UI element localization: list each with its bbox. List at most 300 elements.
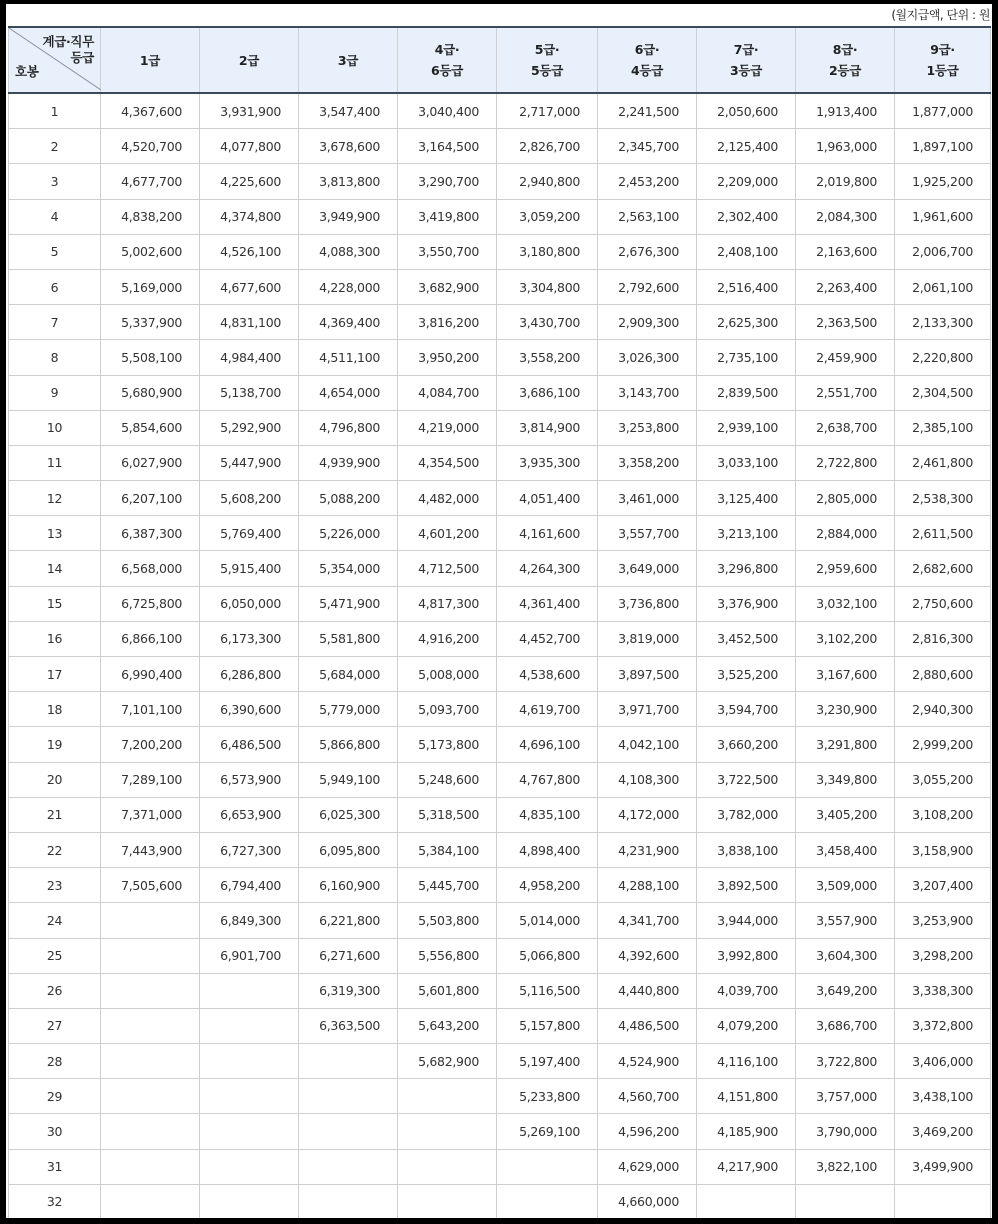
- salary-cell: 3,349,800: [796, 762, 895, 797]
- salary-cell: 3,509,000: [796, 868, 895, 903]
- salary-cell: 5,088,200: [299, 481, 398, 516]
- table-row: [9, 903, 991, 938]
- salary-cell: 3,678,600: [299, 129, 398, 164]
- column-header: [299, 27, 398, 93]
- step-number-cell: 16: [9, 621, 101, 656]
- salary-cell: 4,660,000: [598, 1184, 697, 1218]
- salary-cell: 3,164,500: [398, 129, 497, 164]
- column-header-line: 6등급: [431, 63, 463, 78]
- salary-cell: 4,084,700: [398, 375, 497, 410]
- salary-cell: 3,430,700: [497, 305, 598, 340]
- salary-cell: 4,629,000: [598, 1149, 697, 1184]
- salary-cell: 5,949,100: [299, 762, 398, 797]
- salary-cell: 6,173,300: [200, 621, 299, 656]
- salary-cell: 2,563,100: [598, 199, 697, 234]
- salary-cell: 6,573,900: [200, 762, 299, 797]
- step-number-cell: 14: [9, 551, 101, 586]
- salary-cell: 3,458,400: [796, 832, 895, 867]
- salary-cell: 3,782,000: [697, 797, 796, 832]
- salary-cell: 4,939,900: [299, 445, 398, 480]
- salary-cell: 5,384,100: [398, 832, 497, 867]
- salary-cell: [200, 1184, 299, 1218]
- column-header: [796, 27, 895, 93]
- salary-cell: 3,452,500: [697, 621, 796, 656]
- salary-cell: 3,298,200: [895, 938, 991, 973]
- salary-cell: 2,516,400: [697, 269, 796, 304]
- salary-cell: 4,217,900: [697, 1149, 796, 1184]
- salary-cell: 2,999,200: [895, 727, 991, 762]
- table-row: [9, 1079, 991, 1114]
- salary-cell: 3,722,800: [796, 1044, 895, 1079]
- salary-cell: 6,866,100: [101, 621, 200, 656]
- salary-cell: 2,625,300: [697, 305, 796, 340]
- salary-cell: 5,008,000: [398, 657, 497, 692]
- step-number-cell: 15: [9, 586, 101, 621]
- salary-cell: 6,221,800: [299, 903, 398, 938]
- salary-cell: 4,051,400: [497, 481, 598, 516]
- salary-cell: 3,813,800: [299, 164, 398, 199]
- salary-cell: 2,884,000: [796, 516, 895, 551]
- salary-cell: 4,039,700: [697, 973, 796, 1008]
- corner-header: [9, 27, 101, 93]
- step-number-cell: 32: [9, 1184, 101, 1218]
- salary-cell: 4,835,100: [497, 797, 598, 832]
- salary-cell: 3,757,000: [796, 1079, 895, 1114]
- salary-cell: 2,717,000: [497, 93, 598, 129]
- salary-cell: 2,385,100: [895, 410, 991, 445]
- salary-cell: 4,524,900: [598, 1044, 697, 1079]
- salary-cell: 2,363,500: [796, 305, 895, 340]
- salary-cell: 4,341,700: [598, 903, 697, 938]
- salary-cell: 5,447,900: [200, 445, 299, 480]
- salary-cell: 2,163,600: [796, 234, 895, 269]
- salary-cell: 6,901,700: [200, 938, 299, 973]
- salary-cell: 3,838,100: [697, 832, 796, 867]
- salary-cell: 4,367,600: [101, 93, 200, 129]
- salary-cell: 3,461,000: [598, 481, 697, 516]
- salary-cell: 6,286,800: [200, 657, 299, 692]
- salary-cell: 4,151,800: [697, 1079, 796, 1114]
- salary-cell: 2,263,400: [796, 269, 895, 304]
- salary-cell: [299, 1079, 398, 1114]
- table-row: [9, 234, 991, 269]
- salary-cell: [101, 1008, 200, 1043]
- salary-cell: 3,040,400: [398, 93, 497, 129]
- salary-cell: [398, 1079, 497, 1114]
- step-number-cell: 6: [9, 269, 101, 304]
- salary-cell: 7,505,600: [101, 868, 200, 903]
- step-number-cell: 8: [9, 340, 101, 375]
- salary-cell: [101, 1149, 200, 1184]
- table-row: [9, 1149, 991, 1184]
- column-header-line: 3급: [337, 52, 359, 68]
- table-row: [9, 1008, 991, 1043]
- salary-cell: 3,158,900: [895, 832, 991, 867]
- salary-cell: 3,059,200: [497, 199, 598, 234]
- salary-cell: 3,108,200: [895, 797, 991, 832]
- salary-cell: 3,660,200: [697, 727, 796, 762]
- salary-cell: 6,025,300: [299, 797, 398, 832]
- salary-cell: 3,213,100: [697, 516, 796, 551]
- salary-cell: 2,125,400: [697, 129, 796, 164]
- corner-top-label: [42, 34, 94, 66]
- salary-cell: 4,831,100: [200, 305, 299, 340]
- salary-cell: 2,750,600: [895, 586, 991, 621]
- table-row: [9, 1044, 991, 1079]
- table-row: [9, 797, 991, 832]
- salary-cell: 5,337,900: [101, 305, 200, 340]
- salary-cell: 4,958,200: [497, 868, 598, 903]
- salary-cell: 4,228,000: [299, 269, 398, 304]
- salary-cell: 5,866,800: [299, 727, 398, 762]
- salary-cell: 5,354,000: [299, 551, 398, 586]
- salary-cell: 2,939,100: [697, 410, 796, 445]
- salary-cell: 6,653,900: [200, 797, 299, 832]
- salary-cell: 4,361,400: [497, 586, 598, 621]
- salary-cell: 4,392,600: [598, 938, 697, 973]
- salary-cell: 6,794,400: [200, 868, 299, 903]
- salary-cell: 4,079,200: [697, 1008, 796, 1043]
- table-row: [9, 340, 991, 375]
- corner-bottom-label: 호봉: [15, 64, 39, 79]
- salary-cell: 3,372,800: [895, 1008, 991, 1043]
- salary-cell: 4,767,800: [497, 762, 598, 797]
- salary-cell: 4,677,600: [200, 269, 299, 304]
- salary-cell: 5,503,800: [398, 903, 497, 938]
- salary-cell: 5,169,000: [101, 269, 200, 304]
- step-number-cell: 28: [9, 1044, 101, 1079]
- step-number-cell: 18: [9, 692, 101, 727]
- salary-cell: 5,915,400: [200, 551, 299, 586]
- salary-cell: 3,290,700: [398, 164, 497, 199]
- salary-cell: 4,712,500: [398, 551, 497, 586]
- salary-cell: 5,093,700: [398, 692, 497, 727]
- salary-cell: 4,172,000: [598, 797, 697, 832]
- salary-cell: 6,390,600: [200, 692, 299, 727]
- step-number-cell: 26: [9, 973, 101, 1008]
- step-number-cell: 19: [9, 727, 101, 762]
- salary-cell: 2,061,100: [895, 269, 991, 304]
- salary-cell: 3,649,200: [796, 973, 895, 1008]
- salary-cell: 4,677,700: [101, 164, 200, 199]
- salary-cell: 6,160,900: [299, 868, 398, 903]
- table-row: [9, 832, 991, 867]
- salary-cell: 4,225,600: [200, 164, 299, 199]
- salary-cell: 4,538,600: [497, 657, 598, 692]
- salary-cell: [697, 1184, 796, 1218]
- salary-cell: 3,167,600: [796, 657, 895, 692]
- table-row: [9, 375, 991, 410]
- step-number-cell: 7: [9, 305, 101, 340]
- salary-cell: 7,443,900: [101, 832, 200, 867]
- salary-table: [8, 26, 991, 1218]
- salary-cell: 3,814,900: [497, 410, 598, 445]
- salary-cell: 3,125,400: [697, 481, 796, 516]
- salary-cell: 3,594,700: [697, 692, 796, 727]
- salary-cell: 3,026,300: [598, 340, 697, 375]
- salary-cell: 5,318,500: [398, 797, 497, 832]
- salary-cell: 6,387,300: [101, 516, 200, 551]
- salary-cell: 4,560,700: [598, 1079, 697, 1114]
- salary-cell: 4,231,900: [598, 832, 697, 867]
- salary-cell: 3,557,700: [598, 516, 697, 551]
- salary-cell: 3,686,100: [497, 375, 598, 410]
- step-number-cell: 17: [9, 657, 101, 692]
- salary-cell: 2,909,300: [598, 305, 697, 340]
- step-number-cell: 24: [9, 903, 101, 938]
- salary-cell: 4,898,400: [497, 832, 598, 867]
- column-header-line: 7급·: [733, 42, 759, 57]
- salary-cell: [200, 1149, 299, 1184]
- salary-cell: [101, 1184, 200, 1218]
- salary-cell: 5,608,200: [200, 481, 299, 516]
- salary-cell: 5,508,100: [101, 340, 200, 375]
- salary-cell: 4,696,100: [497, 727, 598, 762]
- salary-cell: 2,816,300: [895, 621, 991, 656]
- step-number-cell: 25: [9, 938, 101, 973]
- salary-cell: 2,839,500: [697, 375, 796, 410]
- salary-cell: 3,649,000: [598, 551, 697, 586]
- salary-cell: 3,291,800: [796, 727, 895, 762]
- step-number-cell: 31: [9, 1149, 101, 1184]
- corner-top-line2: 등급: [70, 50, 94, 65]
- salary-cell: 1,877,000: [895, 93, 991, 129]
- salary-cell: 2,735,100: [697, 340, 796, 375]
- salary-cell: 3,547,400: [299, 93, 398, 129]
- salary-cell: 4,077,800: [200, 129, 299, 164]
- salary-cell: 5,138,700: [200, 375, 299, 410]
- column-header-line: 2급: [238, 52, 260, 68]
- salary-cell: 6,319,300: [299, 973, 398, 1008]
- table-row: [9, 93, 991, 129]
- salary-cell: 2,006,700: [895, 234, 991, 269]
- salary-cell: 3,557,900: [796, 903, 895, 938]
- salary-cell: 4,486,500: [598, 1008, 697, 1043]
- salary-cell: 4,116,100: [697, 1044, 796, 1079]
- salary-cell: 7,101,100: [101, 692, 200, 727]
- salary-cell: 6,207,100: [101, 481, 200, 516]
- column-header-line: 4등급: [631, 63, 663, 78]
- salary-cell: [101, 973, 200, 1008]
- salary-cell: 3,304,800: [497, 269, 598, 304]
- column-header-line: 5등급: [531, 63, 563, 78]
- table-row: [9, 657, 991, 692]
- salary-cell: 5,769,400: [200, 516, 299, 551]
- salary-cell: 1,963,000: [796, 129, 895, 164]
- column-header-line: 2등급: [829, 63, 861, 78]
- table-row: [9, 692, 991, 727]
- column-header: [101, 27, 200, 93]
- salary-cell: 4,108,300: [598, 762, 697, 797]
- salary-cell: 2,611,500: [895, 516, 991, 551]
- salary-cell: 2,461,800: [895, 445, 991, 480]
- salary-cell: 3,686,700: [796, 1008, 895, 1043]
- salary-cell: 4,482,000: [398, 481, 497, 516]
- column-header-line: 6급·: [634, 42, 660, 57]
- salary-cell: 4,619,700: [497, 692, 598, 727]
- salary-cell: 2,209,000: [697, 164, 796, 199]
- column-header: [598, 27, 697, 93]
- step-number-cell: 5: [9, 234, 101, 269]
- table-row: [9, 621, 991, 656]
- salary-cell: 3,944,000: [697, 903, 796, 938]
- salary-cell: [299, 1184, 398, 1218]
- salary-cell: [101, 903, 200, 938]
- salary-cell: 2,792,600: [598, 269, 697, 304]
- salary-cell: 2,538,300: [895, 481, 991, 516]
- salary-cell: 3,253,900: [895, 903, 991, 938]
- salary-cell: 3,180,800: [497, 234, 598, 269]
- salary-cell: 5,226,000: [299, 516, 398, 551]
- salary-cell: 6,849,300: [200, 903, 299, 938]
- salary-cell: 3,892,500: [697, 868, 796, 903]
- step-number-cell: 4: [9, 199, 101, 234]
- table-row: [9, 938, 991, 973]
- salary-cell: 3,816,200: [398, 305, 497, 340]
- table-row: [9, 868, 991, 903]
- salary-cell: 4,219,000: [398, 410, 497, 445]
- salary-cell: [101, 1114, 200, 1149]
- salary-cell: 3,499,900: [895, 1149, 991, 1184]
- column-header-line: 9급·: [930, 42, 955, 57]
- salary-cell: 1,897,100: [895, 129, 991, 164]
- salary-cell: 3,790,000: [796, 1114, 895, 1149]
- salary-cell: [299, 1044, 398, 1079]
- salary-cell: 3,376,900: [697, 586, 796, 621]
- salary-cell: 2,133,300: [895, 305, 991, 340]
- salary-cell: 4,374,800: [200, 199, 299, 234]
- salary-cell: 2,453,200: [598, 164, 697, 199]
- salary-cell: 3,949,900: [299, 199, 398, 234]
- table-row: [9, 516, 991, 551]
- salary-cell: 3,822,100: [796, 1149, 895, 1184]
- salary-cell: 2,241,500: [598, 93, 697, 129]
- salary-cell: 5,643,200: [398, 1008, 497, 1043]
- salary-cell: 4,452,700: [497, 621, 598, 656]
- salary-cell: 2,826,700: [497, 129, 598, 164]
- salary-cell: 4,526,100: [200, 234, 299, 269]
- step-number-cell: 1: [9, 93, 101, 129]
- salary-cell: [299, 1149, 398, 1184]
- salary-cell: 3,819,000: [598, 621, 697, 656]
- step-number-cell: 20: [9, 762, 101, 797]
- table-row: [9, 199, 991, 234]
- salary-cell: 3,722,500: [697, 762, 796, 797]
- salary-cell: 4,601,200: [398, 516, 497, 551]
- table-row: [9, 445, 991, 480]
- salary-cell: 3,550,700: [398, 234, 497, 269]
- salary-cell: 3,405,200: [796, 797, 895, 832]
- salary-cell: [398, 1149, 497, 1184]
- salary-cell: 2,302,400: [697, 199, 796, 234]
- salary-cell: 3,469,200: [895, 1114, 991, 1149]
- step-number-cell: 10: [9, 410, 101, 445]
- salary-cell: 2,084,300: [796, 199, 895, 234]
- salary-cell: [200, 973, 299, 1008]
- table-row: [9, 305, 991, 340]
- salary-cell: 2,638,700: [796, 410, 895, 445]
- step-number-cell: 29: [9, 1079, 101, 1114]
- salary-cell: 6,486,500: [200, 727, 299, 762]
- table-row: [9, 762, 991, 797]
- salary-cell: 5,581,800: [299, 621, 398, 656]
- column-header-line: 4급·: [434, 42, 460, 57]
- salary-cell: 2,940,800: [497, 164, 598, 199]
- salary-cell: [101, 1079, 200, 1114]
- salary-cell: 3,935,300: [497, 445, 598, 480]
- salary-cell: [200, 1079, 299, 1114]
- table-row: [9, 1184, 991, 1218]
- column-header: [200, 27, 299, 93]
- salary-cell: 4,088,300: [299, 234, 398, 269]
- salary-cell: [497, 1149, 598, 1184]
- salary-cell: 6,363,500: [299, 1008, 398, 1043]
- salary-cell: 2,940,300: [895, 692, 991, 727]
- step-number-cell: 13: [9, 516, 101, 551]
- table-row: [9, 551, 991, 586]
- salary-cell: 5,014,000: [497, 903, 598, 938]
- salary-cell: 3,525,200: [697, 657, 796, 692]
- salary-cell: 3,296,800: [697, 551, 796, 586]
- salary-cell: 6,568,000: [101, 551, 200, 586]
- column-header: [895, 27, 991, 93]
- salary-cell: 5,292,900: [200, 410, 299, 445]
- salary-cell: 5,248,600: [398, 762, 497, 797]
- salary-cell: 5,779,000: [299, 692, 398, 727]
- salary-cell: 7,289,100: [101, 762, 200, 797]
- salary-cell: 3,143,700: [598, 375, 697, 410]
- salary-cell: 4,042,100: [598, 727, 697, 762]
- salary-cell: 3,682,900: [398, 269, 497, 304]
- salary-cell: 7,371,000: [101, 797, 200, 832]
- salary-cell: 5,601,800: [398, 973, 497, 1008]
- salary-cell: 2,345,700: [598, 129, 697, 164]
- salary-cell: 2,408,100: [697, 234, 796, 269]
- salary-cell: 3,931,900: [200, 93, 299, 129]
- salary-cell: 4,817,300: [398, 586, 497, 621]
- column-header-line: 3등급: [730, 63, 762, 78]
- salary-cell: 2,050,600: [697, 93, 796, 129]
- column-header-line: 1급: [139, 52, 161, 68]
- salary-cell: [398, 1184, 497, 1218]
- table-row: [9, 727, 991, 762]
- salary-cell: [796, 1184, 895, 1218]
- column-header-line: 1등급: [926, 63, 959, 78]
- salary-cell: 4,520,700: [101, 129, 200, 164]
- salary-cell: 5,197,400: [497, 1044, 598, 1079]
- salary-cell: 3,406,000: [895, 1044, 991, 1079]
- salary-cell: [895, 1184, 991, 1218]
- salary-cell: 4,185,900: [697, 1114, 796, 1149]
- salary-cell: 5,854,600: [101, 410, 200, 445]
- column-header-line: 5급·: [534, 42, 560, 57]
- salary-cell: [200, 1008, 299, 1043]
- table-row: [9, 973, 991, 1008]
- salary-cell: [398, 1114, 497, 1149]
- salary-cell: 4,440,800: [598, 973, 697, 1008]
- salary-cell: 2,019,800: [796, 164, 895, 199]
- column-header: [697, 27, 796, 93]
- salary-cell: 6,727,300: [200, 832, 299, 867]
- salary-cell: [299, 1114, 398, 1149]
- step-number-cell: 9: [9, 375, 101, 410]
- step-number-cell: 22: [9, 832, 101, 867]
- salary-cell: [101, 938, 200, 973]
- step-number-cell: 12: [9, 481, 101, 516]
- salary-cell: 2,459,900: [796, 340, 895, 375]
- table-row: [9, 1114, 991, 1149]
- salary-cell: 6,725,800: [101, 586, 200, 621]
